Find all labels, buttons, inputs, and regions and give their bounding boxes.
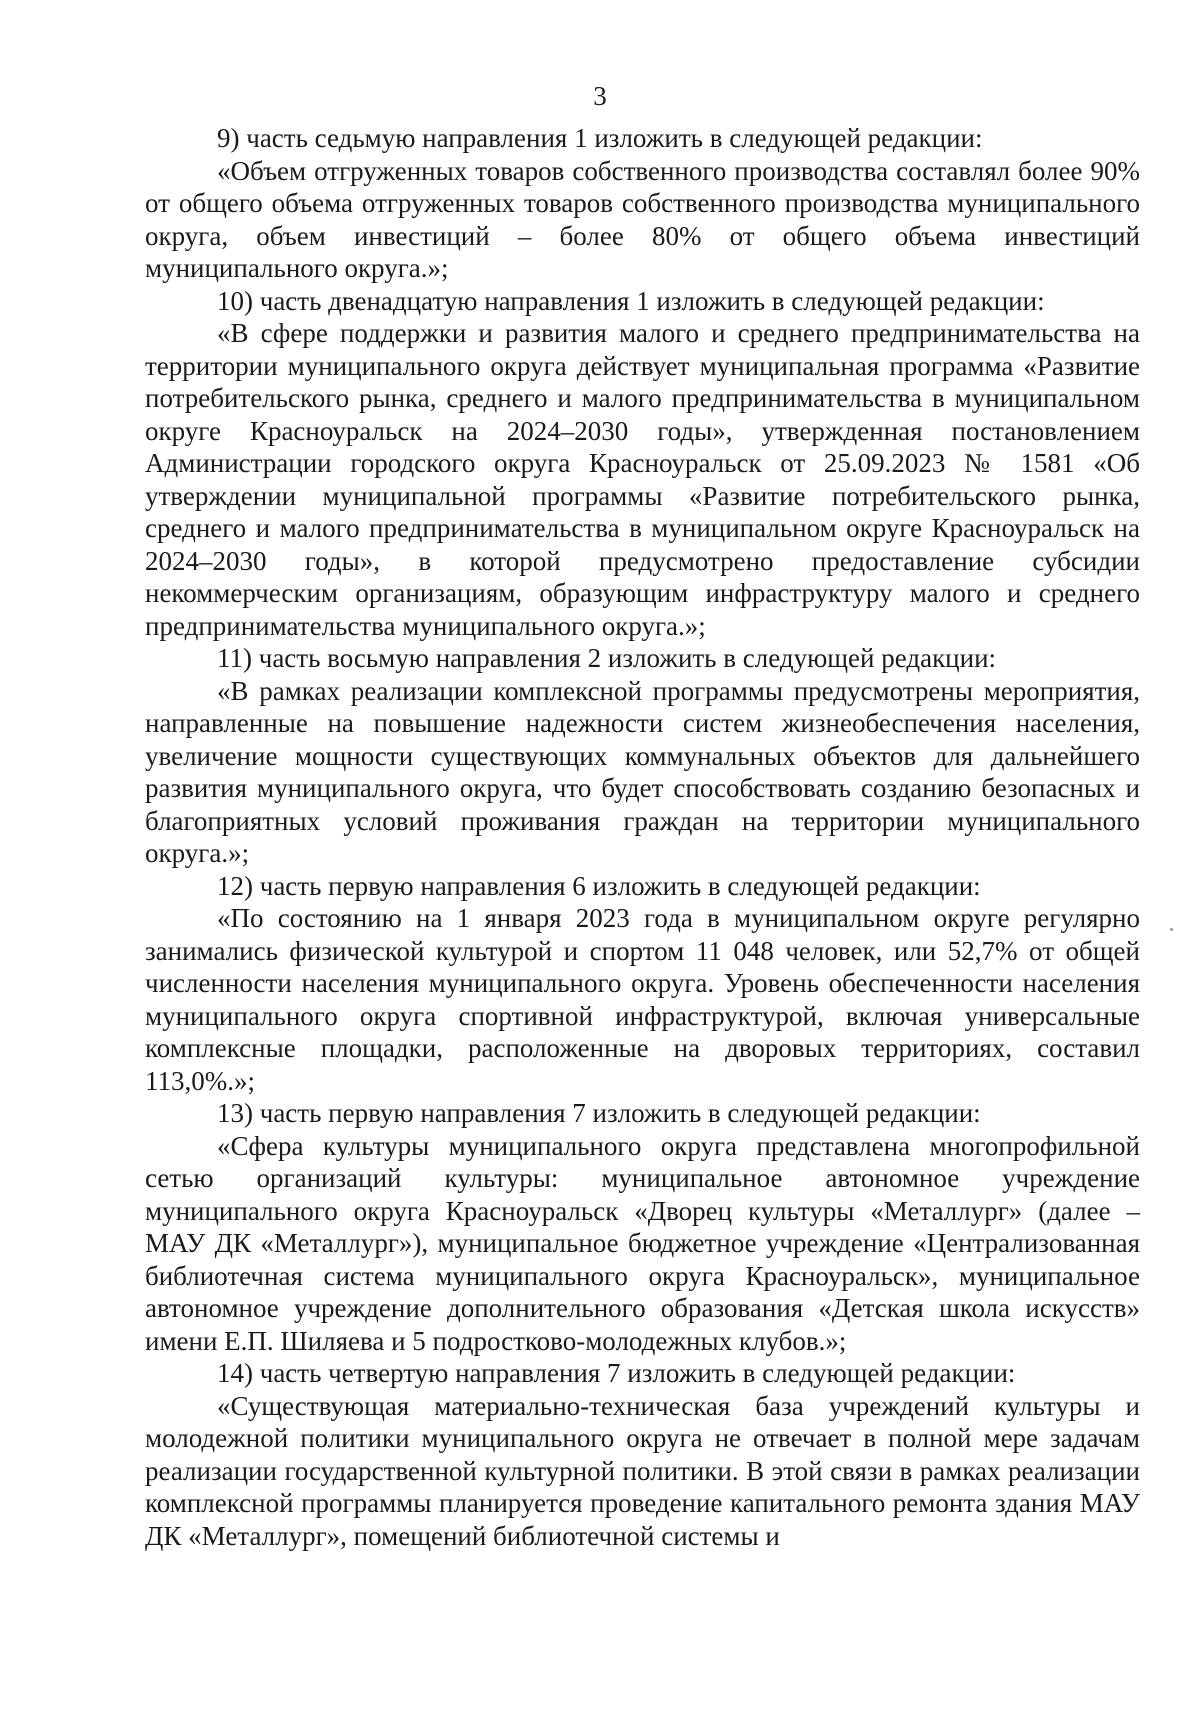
paragraph-item-12-text: «По состоянию на 1 января 2023 года в муниципальном округе регулярно занимались физической культурой и спортом 11 048 человек, или 52,7% от общей численности населения муниципального округа. Уровень обеспеченности населения муниципального округа спортивной инфраструктурой, включая универсальные комплексные площадки, расположенные на дворовых территориях, составил 113,0%.»;: [145, 903, 1140, 1096]
paragraph-item-9-text: «Объем отгруженных товаров собственного производства составлял более 90% от общего объема отгруженных товаров собственного производства муниципального округа, объем инвестиций – более 80% от общего объема инвестиций муниципального округа.»;: [145, 155, 1140, 283]
paragraph-item-10-heading: 10) часть двенадцатую направления 1 изложить в следующей редакции:: [217, 285, 1045, 316]
paragraph-item-13-heading: 13) часть первую направления 7 изложить в следующей редакции:: [217, 1098, 981, 1128]
paragraph-item-11-text: «В рамках реализации комплексной программы предусмотрены мероприятия, направленные на повышение надежности систем жизнеобеспечения населения, увеличение мощности существующих коммунальных объектов для дальнейшего развития муниципального округа, что будет способствовать созданию безопасных и благоприятных условий проживания граждан на территории муниципального округа.»;: [145, 675, 1140, 868]
paragraph-item-14-text: «Существующая материально-техническая база учреждений культуры и молодежной политики муниципального округа не отвечает в полной мере задачам реализации государственной культурной политики. В этой связи в рамках реализации комплексной программы планируется проведение капитального ремонта здания МАУ ДК «Металлург», помещений библиотечной системы и: [145, 1390, 1140, 1551]
paragraph-item-14-heading: 14) часть четвертую направления 7 изложить в следующей редакции:: [217, 1358, 1016, 1388]
scan-speck: [1170, 928, 1173, 931]
paragraph-item-9-heading: 9) часть седьмую направления 1 изложить в следующей редакции:: [217, 123, 983, 153]
paragraph-item-13-text: «Сфера культуры муниципального округа представлена многопрофильной сетью организаций культуры: муниципальное автономное учреждение муниципального округа Красноуральск «Дворец культуры «Металлург» (далее – МАУ ДК «Металлург»), муниципальное бюджетное учреждение «Централизованная библиотечная система муниципального округа Красноуральск», муниципальное автономное учреждение дополнительного образования «Детская школа искусств» имени Е.П. Шиляева и 5 подростково-молодежных клубов.»;: [145, 1130, 1140, 1356]
paragraph-item-10-text: «В сфере поддержки и развития малого и среднего предпринимательства на территории муниципального округа действует муниципальная программа «Развитие потребительского рынка, среднего и малого предпринимательства в муниципальном округе Красноуральск на 2024–2030 годы», утвержденная постановлением Администрации городского округа Красноуральск от 25.09.2023 № 1581 «Об утверждении муниципальной программы «Развитие потребительского рынка, среднего и малого предпринимательства в муниципальном округе Красноуральск на 2024–2030 годы», в которой предусмотрено предоставление субсидии некоммерческим организациям, образующим инфраструктуру малого и среднего предпринимательства муниципального округа.»;: [145, 318, 1140, 641]
paragraph-item-12-heading: 12) часть первую направления 6 изложить в следующей редакции:: [217, 870, 981, 901]
document-body: [145, 122, 1140, 1552]
page-number: 3: [593, 81, 607, 111]
paragraph-item-11-heading: 11) часть восьмую направления 2 изложить в следующей редакции:: [217, 643, 997, 673]
